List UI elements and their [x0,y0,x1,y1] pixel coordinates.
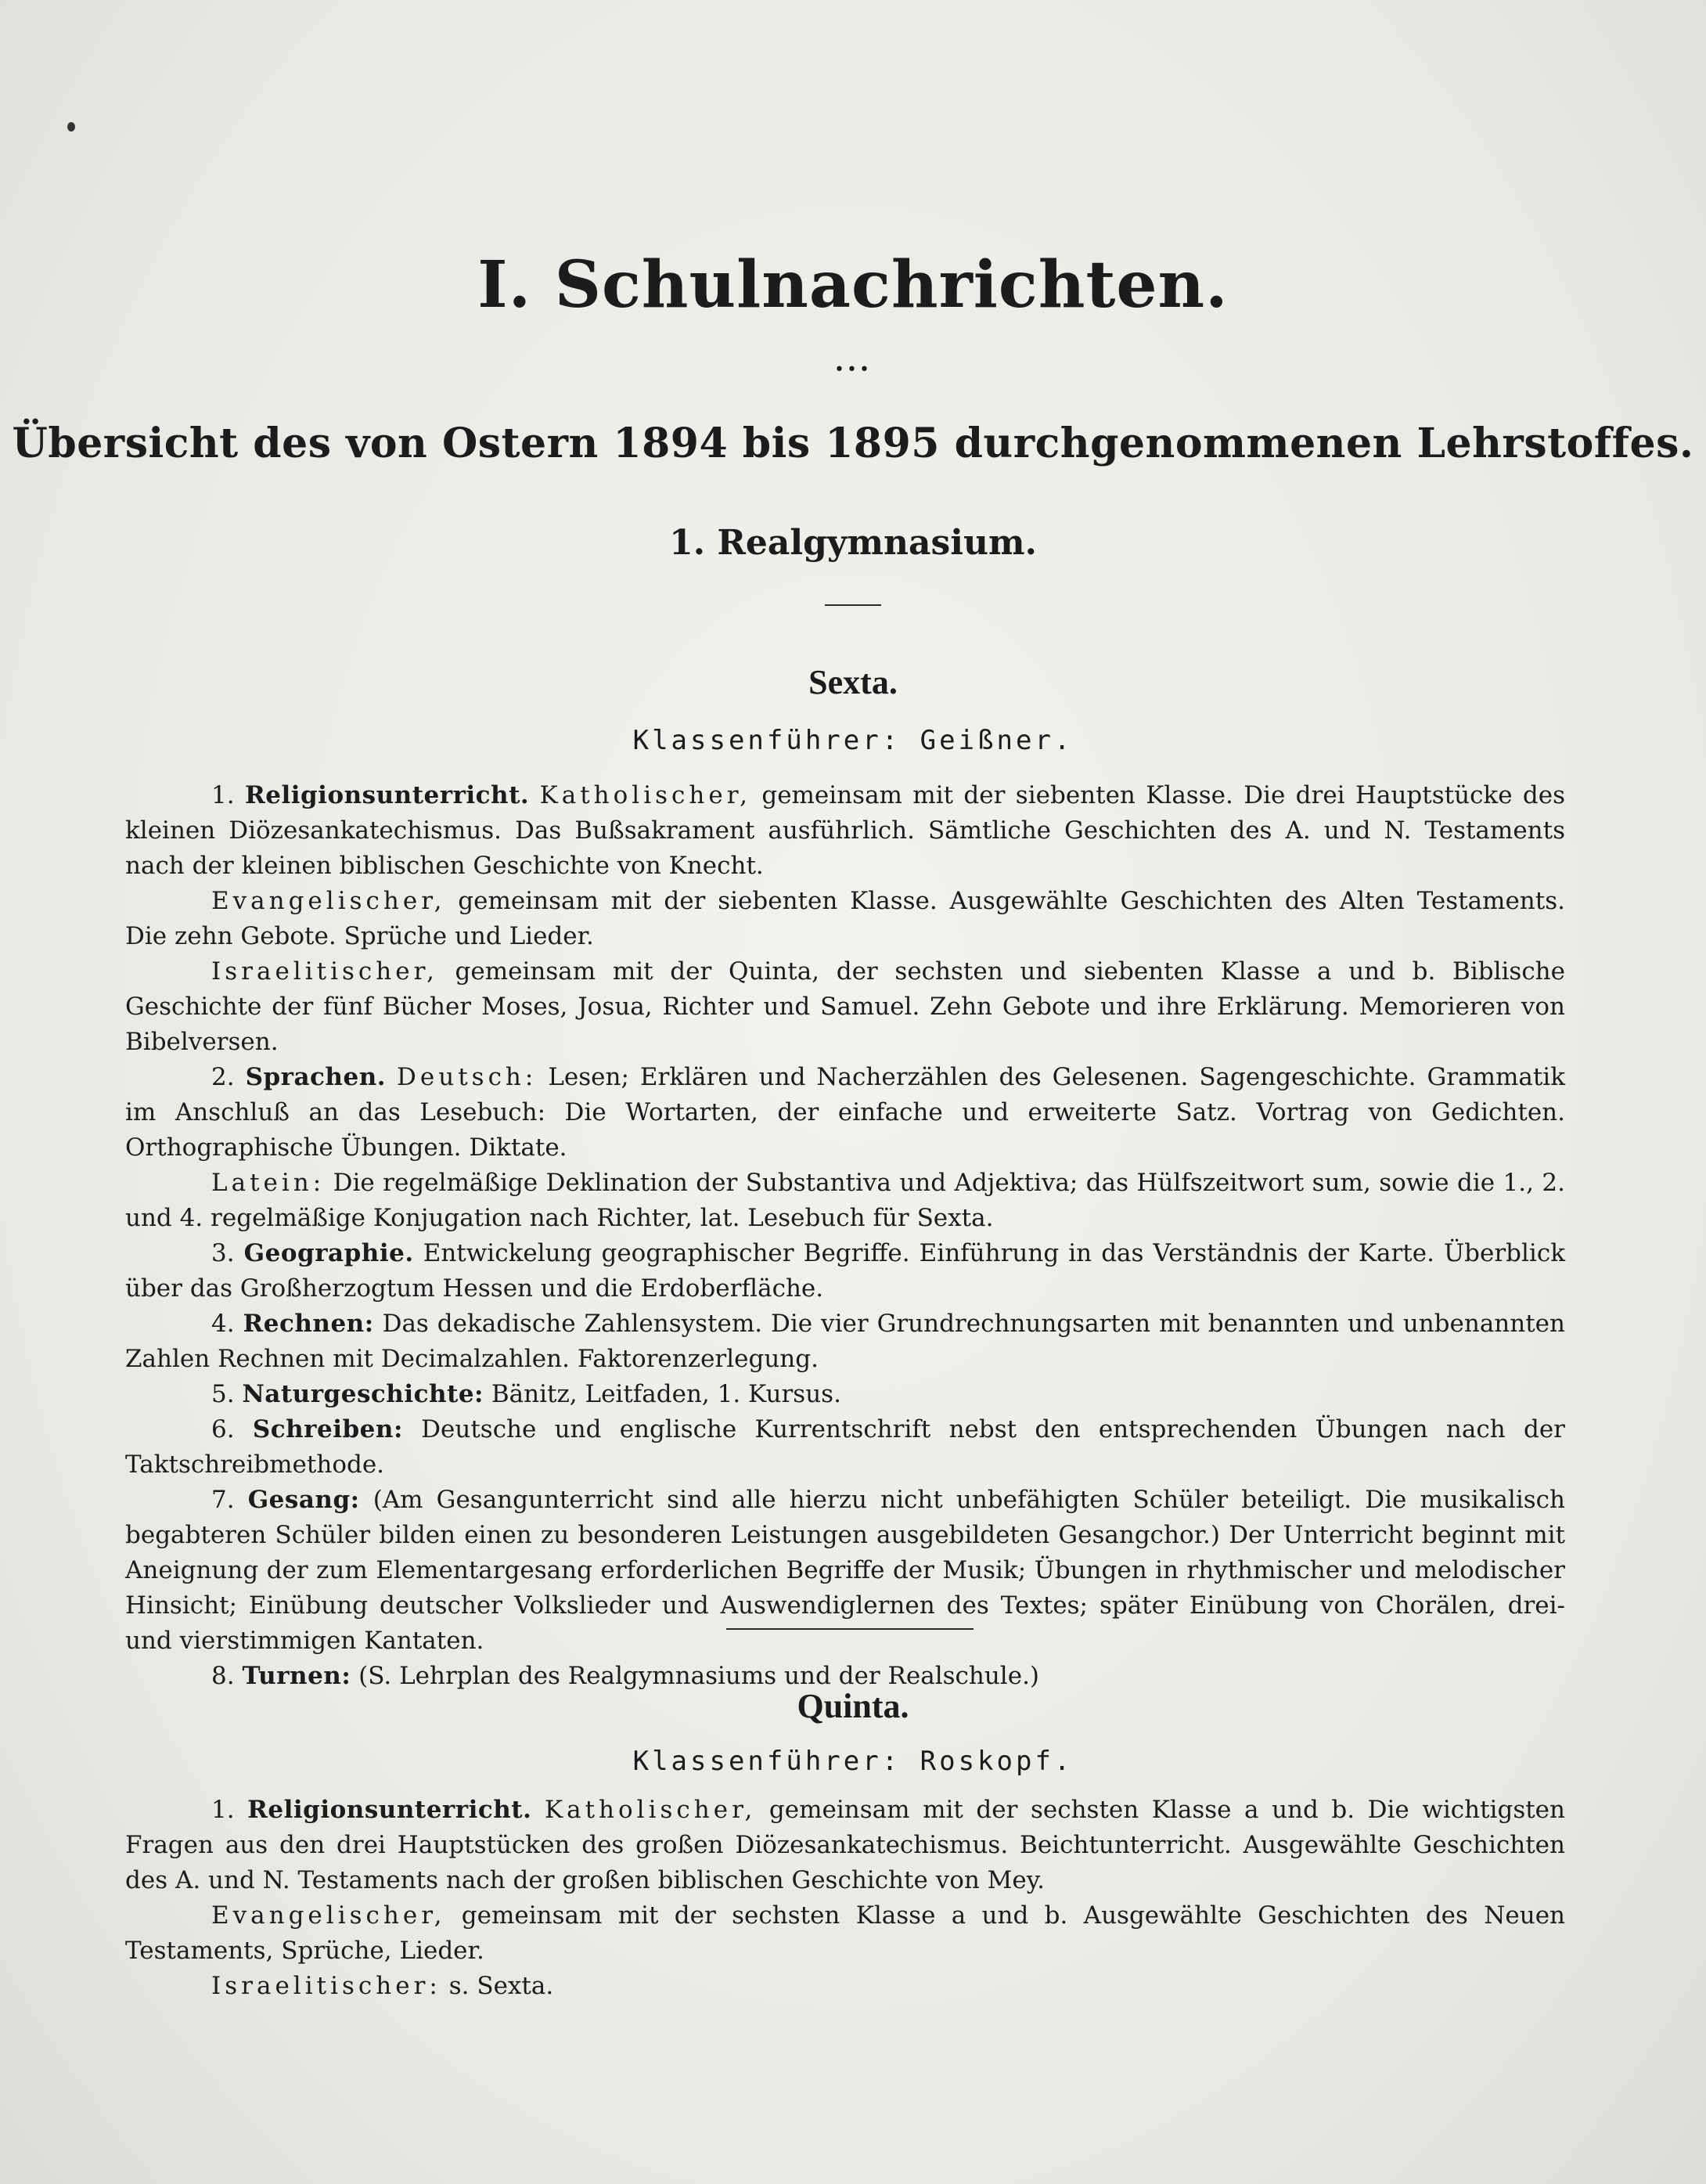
quinta-item: 1. Religionsunterricht. Katholischer, gemeinsam mit der sechsten Klasse a und b. Die wichtigsten Fragen aus den drei Hauptstücken des großen Diözesankatechismus. Beichtunterricht. Ausgewählte Geschichten des A. und N. Testaments nach der großen biblischen Geschichte von Mey. [125,1796,1565,1894]
quinta-item: Evangelischer, gemeinsam mit der sechsten Klasse a und b. Ausgewählte Geschichten des Neuen Testaments, Sprüche, Lieder. [125,1901,1565,1965]
main-title: I. Schulnachrichten. [477,247,1229,323]
quinta-teacher: Klassenführer: Roskopf. [632,1746,1074,1777]
sexta-item: 2. Sprachen. Deutsch: Lesen; Erklären und Nacherzählen des Gelesenen. Sagengeschichte. Grammatik im Anschluß an das Lesebuch: Die Wortarten, der einfache und erweiterte Satz. Vortrag von Gedichten. Orthographische Übungen. Diktate. [125,1063,1566,1162]
sexta-curriculum [125,778,1565,1694]
subtitle: Übersicht des von Ostern 1894 bis 1895 durchgenommenen Lehrstoffes. [12,420,1694,467]
sexta-item: 5. Naturgeschichte: Bänitz, Leitfaden, 1. Kursus. [211,1380,841,1408]
quinta-item: Israelitischer: s. Sexta. [211,1972,554,2000]
sexta-item: Israelitischer, gemeinsam mit der Quinta, der sechsten und siebenten Klasse a und b. Biblische Geschichte der fünf Bücher Moses, Josua, Richter und Samuel. Zehn Gebote und ihre Erklärung. Memorieren von Bibelversen. [125,957,1565,1056]
sexta-item: 7. Gesang: (Am Gesangunterricht sind alle hierzu nicht unbefähigten Schüler beteiligt. Die musikalisch begabteren Schüler bilden einen zu besonderen Leistungen ausgebildeten Gesangchor.) Der Unterricht beginnt mit Aneignung der zum Elementargesang erforderlichen Begriffe der Musik; Übungen in rhythmischer und melodischer Hinsicht; Einübung deutscher Volkslieder und Auswendiglernen des Textes; später Einübung von Chorälen, drei- und vierstimmigen Kantaten. [125,1486,1565,1655]
sexta-item: 3. Geographie. Entwickelung geographischer Begriffe. Einführung in das Verständnis der Karte. Überblick über das Großherzogtum Hessen und die Erdoberfläche. [125,1239,1565,1303]
quinta-curriculum [125,1793,1565,2004]
sexta-item: 4. Rechnen: Das dekadische Zahlensystem. Die vier Grundrechnungsarten mit benannten und unbenannten Zahlen Rechnen mit Decimalzahlen. Faktorenzerlegung. [125,1310,1565,1373]
sexta-item: 8. Turnen: (S. Lehrplan des Realgymnasiums und der Realschule.) [211,1662,1040,1690]
ink-dot [67,122,75,132]
sexta-teacher: Klassenführer: Geißner. [632,725,1074,756]
sexta-item: Latein: Die regelmäßige Deklination der Substantiva und Adjektiva; das Hülfszeitwort sum, sowie die 1., 2. und 4. regelmäßige Konjugation nach Richter, lat. Lesebuch für Sexta. [125,1169,1565,1232]
sexta-item: 1. Religionsunterricht. Katholischer, gemeinsam mit der siebenten Klasse. Die drei Hauptstücke des kleinen Diözesankatechismus. Das Bußsakrament ausführlich. Sämtliche Geschichten des A. und N. Testaments nach der kleinen biblischen Geschichte von Knecht. [125,781,1566,880]
divider-long [726,1628,974,1630]
sexta-item: Evangelischer, gemeinsam mit der siebenten Klasse. Ausgewählte Geschichten des Alten Testaments. Die zehn Gebote. Sprüche und Lieder. [125,887,1565,950]
sexta-heading: Sexta. [808,663,898,701]
quinta-heading: Quinta. [797,1687,909,1725]
sexta-item: 6. Schreiben: Deutsche und englische Kurrentschrift nebst den entsprechenden Übungen nach der Taktschreibmethode. [125,1415,1565,1479]
title-ornament: ••• [834,360,872,380]
section-heading: 1. Realgymnasium. [669,523,1037,563]
divider-short [825,604,881,606]
